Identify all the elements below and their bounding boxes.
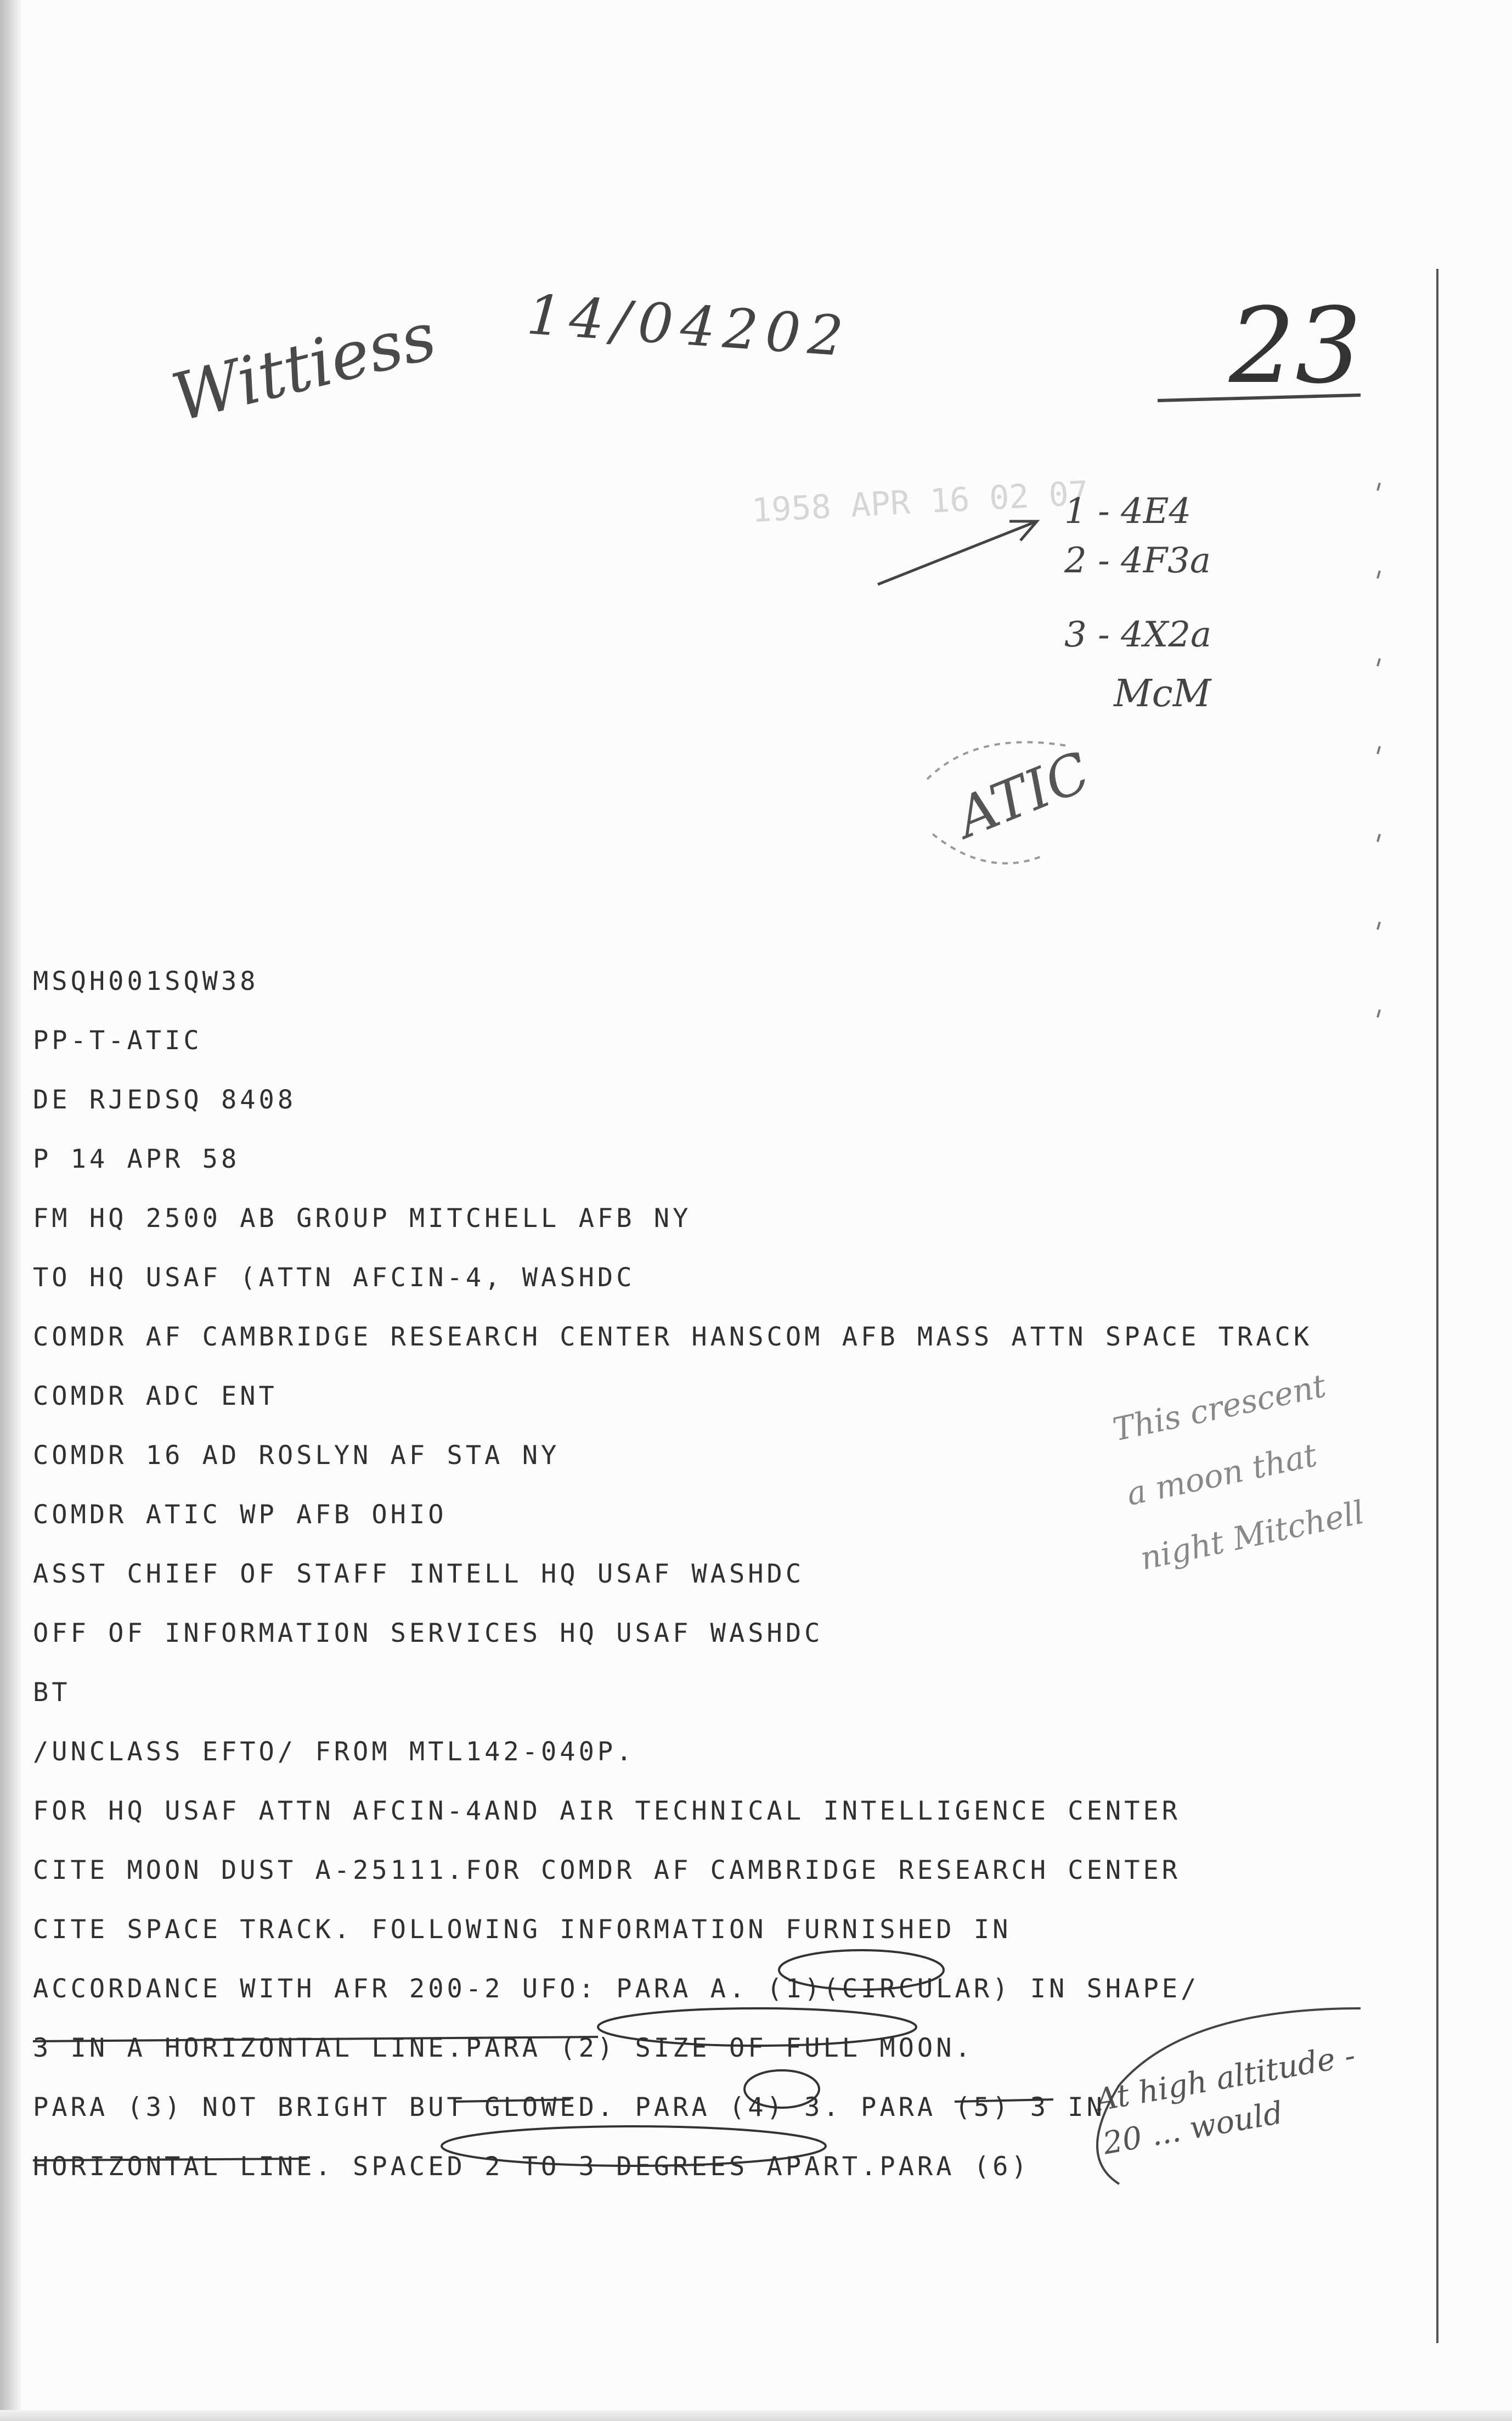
handwritten-page-number: 23 (1229, 285, 1362, 407)
message-line: ASST CHIEF OF STAFF INTELL HQ USAF WASHDC (33, 1559, 805, 1589)
message-line: MSQH001SQW38 (33, 966, 259, 996)
message-line: 3 IN A HORIZONTAL LINE.PARA (2) SIZE OF FULL MOON. (33, 2033, 974, 2063)
message-line: BT (33, 1677, 71, 1708)
message-line: COMDR AF CAMBRIDGE RESEARCH CENTER HANSCOM AFB MASS ATTN SPACE TRACK (33, 1322, 1313, 1352)
received-date-stamp: 1958 APR 16 02 07 (751, 474, 1090, 531)
message-line: P 14 APR 58 (33, 1144, 240, 1174)
message-line: CITE MOON DUST A-25111.FOR COMDR AF CAMBRIDGE RESEARCH CENTER (33, 1855, 1181, 1885)
routing-note-1: 1 - 4E4 (1064, 491, 1192, 532)
routing-note-2: 2 - 4F3a (1064, 540, 1211, 581)
handwritten-signature: Wittiess (165, 297, 444, 437)
margin-note: This crescent a moon that night Mitchell (1109, 1366, 1368, 1578)
page-bottom-edge (0, 2410, 1512, 2421)
message-line: ACCORDANCE WITH AFR 200-2 UFO: PARA A. (1)(CIRCULAR) IN SHAPE/ (33, 1974, 1200, 2004)
message-line: COMDR ATIC WP AFB OHIO (33, 1500, 447, 1530)
message-line: HORIZONTAL LINE. SPACED 2 TO 3 DEGREES APART.PARA (6) (33, 2152, 1030, 2182)
message-line: TO HQ USAF (ATTN AFCIN-4, WASHDC (33, 1263, 635, 1293)
message-line: FOR HQ USAF ATTN AFCIN-4AND AIR TECHNICAL INTELLIGENCE CENTER (33, 1796, 1181, 1826)
message-line: FM HQ 2500 AB GROUP MITCHELL AFB NY (33, 1203, 692, 1234)
routing-note-3: 3 - 4X2a (1064, 615, 1212, 655)
message-line: /UNCLASS EFTO/ FROM MTL142-040P. (33, 1737, 635, 1767)
message-line: COMDR ADC ENT (33, 1381, 278, 1411)
handwritten-reference-number: 14/04202 (524, 282, 853, 369)
message-line: PP-T-ATIC (33, 1026, 202, 1056)
message-line: PARA (3) NOT BRIGHT BUT GLOWED. PARA (4) 3. PARA (5) 3 IN (33, 2092, 1105, 2122)
message-line: DE RJEDSQ 8408 (33, 1085, 297, 1115)
bottom-margin-note: At high altitude - 20 ... would (1092, 2037, 1358, 2162)
page-right-fold (1436, 269, 1438, 2343)
message-line: CITE SPACE TRACK. FOLLOWING INFORMATION FURNISHED IN (33, 1915, 1012, 1945)
message-line: COMDR 16 AD ROSLYN AF STA NY (33, 1440, 560, 1471)
message-line: OFF OF INFORMATION SERVICES HQ USAF WASHDC (33, 1618, 823, 1648)
routing-initials: McM (1114, 672, 1211, 716)
page-left-edge (0, 0, 21, 2421)
atic-stamp-handwriting: ATIC (947, 739, 1099, 851)
teletype-message (33, 952, 1404, 2197)
